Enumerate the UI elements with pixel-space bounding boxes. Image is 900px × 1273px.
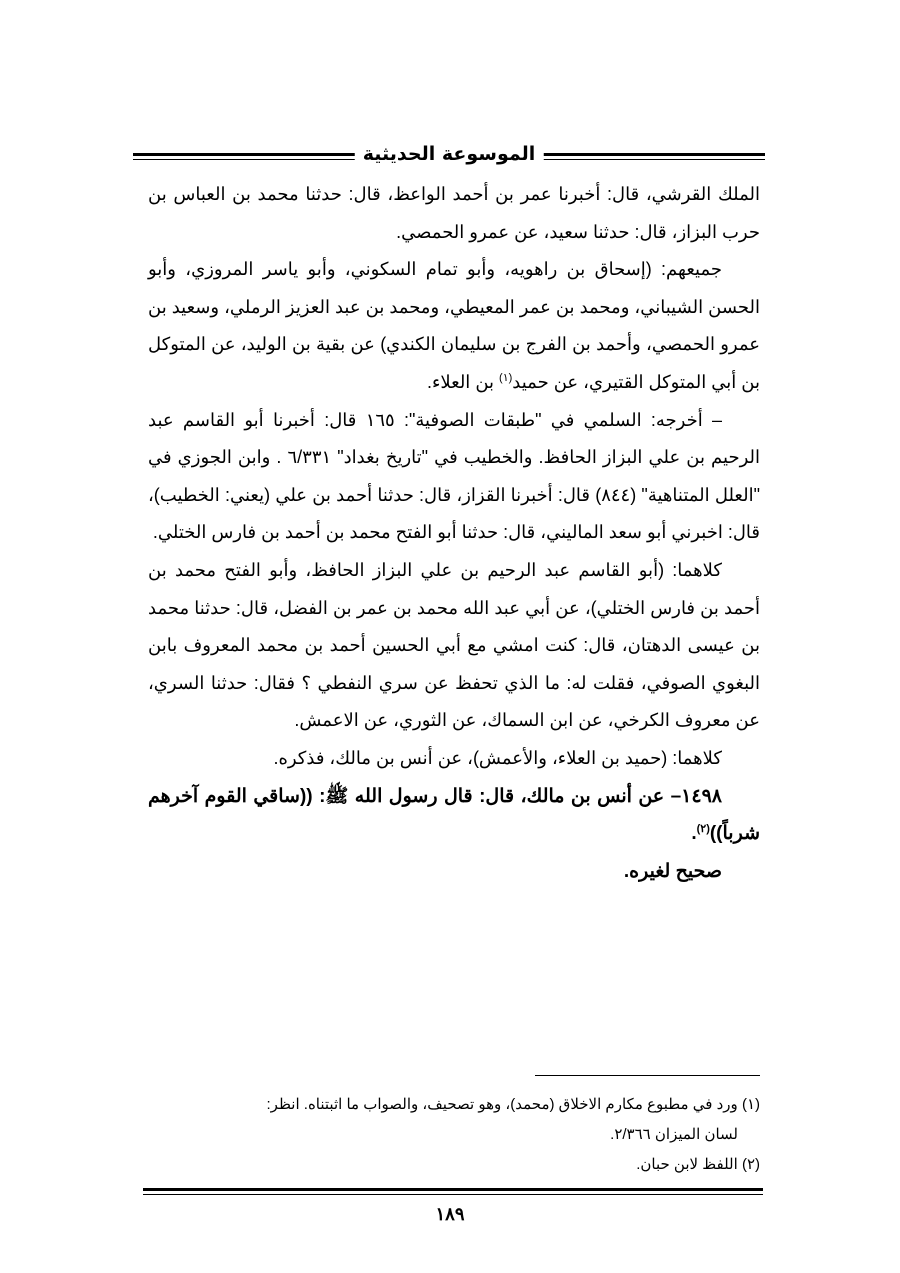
footnote-1-text: ورد في مطبوع مكارم الاخلاق (محمد)، وهو تصحيف، والصواب ما اثبتناه. انظر: [266, 1096, 742, 1113]
running-header [133, 140, 765, 168]
paragraph-takhrij: – أخرجه: السلمي في "طبقات الصوفية": ١٦٥ قال: أخبرنا أبو القاسم عبد الرحيم بن علي البزاز الحافظ. والخطيب في "تاريخ بغداد" ٦/٣٣١ . وابن الجوزي في "العلل المتناهية" (٨٤٤) قال: أخبرنا القزاز، قال: حدثنا أحمد بن علي (يعني: الخطيب)، قال: اخبرني أبو سعد الماليني، قال: حدثنا أبو الفتح محمد بن أحمد بن فارس الختلي. [148, 409, 761, 543]
footnote-2-text: اللفظ لابن حبان. [636, 1156, 742, 1173]
paragraph-continuation: الملك القرشي، قال: أخبرنا عمر بن أحمد الواعظ، قال: حدثنا محمد بن العباس بن حرب البزاز، قال: حدثنا سعيد، عن عمرو الحمصي. [148, 184, 760, 242]
hadith-text: ١٤٩٨– عن أنس بن مالك، قال: قال رسول الله ﷺ: ((ساقي القوم آخرهم شرباً)) [148, 785, 760, 845]
footnote-divider [535, 1075, 760, 1076]
hadith-end: . [691, 823, 697, 845]
footnote-ref-2[interactable]: (٢) [696, 823, 710, 836]
paragraph-text-end: بن العلاء. [426, 371, 500, 392]
paragraph-text: جميعهم: (إسحاق بن راهويه، وأبو تمام السكوني، وأبو ياسر المروزي، وأبو الحسن الشيباني، ومحمد بن عمر المعيطي، ومحمد بن عبد العزيز الرملي، وسعيد بن عمرو الحمصي، وأحمد بن الفرج بن سليمان الكندي) عن بقية بن الوليد، عن المتوكل بن أبي المتوكل القتيري، عن حميد [148, 259, 760, 392]
hadith-grade: صحيح لغيره. [623, 860, 722, 882]
paragraph-isnad-2: كلاهما: (أبو القاسم عبد الرحيم بن علي البزاز الحافظ، وأبو الفتح محمد بن أحمد بن فارس الختلي)، عن أبي عبد الله محمد بن عمر بن الفضل، قال: حدثنا محمد بن عيسى الدهتان، قال: كنت امشي مع أبي الحسين أحمد بن محمد المعروف بابن البغوي الصوفي، فقلت له: ما الذي تحفظ عن سري النفطي ؟ فقال: حدثنا السري، عن معروف الكرخي، عن ابن السماك، عن الثوري، عن الاعمش. [148, 559, 760, 731]
footnote-1-continuation: لسان الميزان ٢/٣٦٦. [610, 1126, 738, 1143]
page-number: ١٨٩ [435, 1204, 465, 1224]
footnote-1 [148, 1090, 760, 1120]
footnote-1-marker: (١) [741, 1096, 760, 1113]
hadith-1498 [148, 778, 760, 853]
footer-rule [143, 1188, 763, 1195]
header-title: الموسوعة الحديثية [355, 140, 544, 168]
footnote-2-marker: (٢) [741, 1156, 760, 1173]
footnotes [148, 1090, 760, 1180]
paragraph-isnad-1 [148, 251, 760, 401]
paragraph-isnad-3: كلاهما: (حميد بن العلاء، والأعمش)، عن أنس بن مالك، فذكره. [273, 747, 722, 768]
main-text [148, 176, 760, 890]
footnote-ref-1[interactable]: (١) [499, 371, 513, 384]
footnote-2 [148, 1150, 760, 1180]
